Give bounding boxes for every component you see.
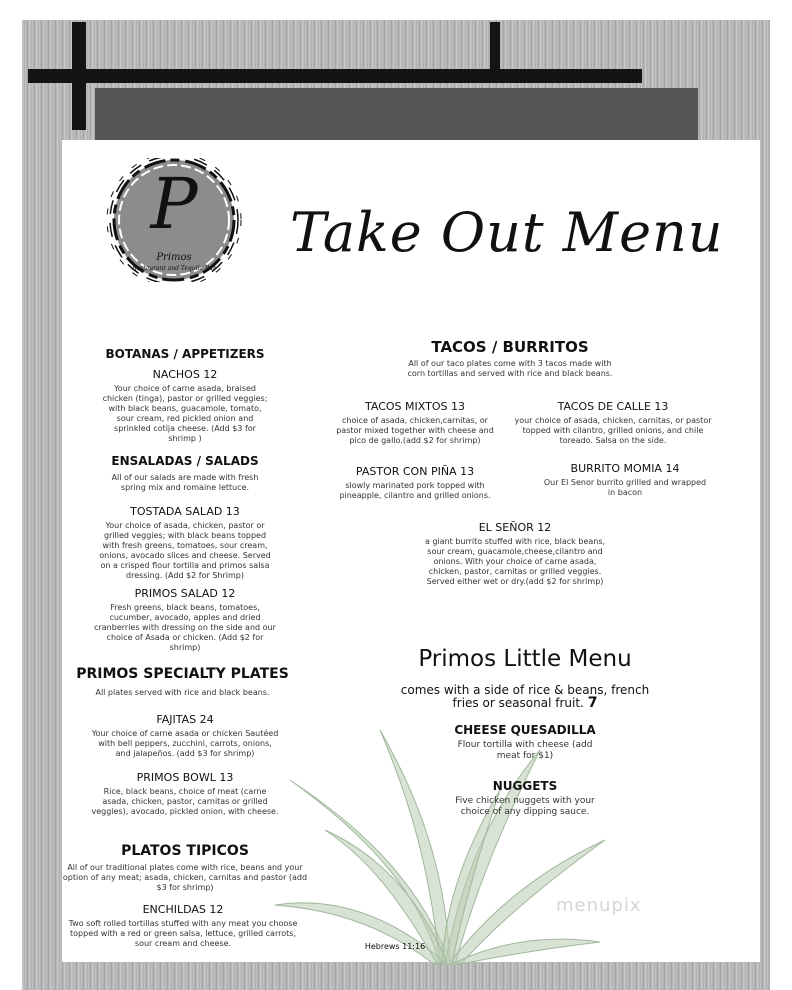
header-dark-block	[95, 88, 698, 140]
tostada-salad-name: TOSTADA SALAD 13	[130, 505, 240, 518]
nachos-name: NACHOS 12	[152, 368, 218, 381]
little-menu-section	[370, 644, 680, 710]
header-horizontal-bar	[28, 69, 642, 83]
appetizers-heading: BOTANAS / APPETIZERS	[105, 347, 265, 361]
page-title: Take Out Menu	[290, 201, 724, 264]
primos-salad-desc: Fresh greens, black beans, tomatoes, cucumber, avocado, apples and dried cranberries with dressing on the side and our choice of Asada or chicken. (Add $2 for shrimp)	[94, 603, 276, 652]
pastor-con-pina-item	[325, 464, 505, 501]
logo-letter: P	[150, 163, 198, 245]
appetizers-section	[90, 345, 280, 444]
header-vertical-bar-left	[72, 22, 86, 130]
tacos-section	[405, 338, 615, 379]
burrito-momia-desc: Our El Senor burrito grilled and wrapped in bacon	[543, 478, 707, 497]
primos-bowl-name: PRIMOS BOWL 13	[136, 771, 234, 784]
nachos-desc: Your choice of carne asada, braised chicken (tinga), pastor or grilled veggies; with black beans, guacamole, tomato, sour cream, red pickled onion and sprinkled cotija cheese. (Add $3 for shrimp )	[102, 384, 268, 443]
nuggets-desc: Five chicken nuggets with your choice of any dipping sauce.	[455, 796, 595, 817]
burrito-momia-item	[530, 461, 720, 498]
logo-name: Primos	[156, 252, 192, 263]
primos-salad-item	[90, 586, 280, 653]
fajitas-name: FAJITAS 24	[156, 713, 214, 726]
pastor-con-pina-desc: slowly marinated pork topped with pineapple, cilantro and grilled onions.	[339, 481, 491, 500]
logo-tagline: Restaurant and Tequila Bar	[132, 265, 216, 272]
el-senor-name: EL SEÑOR 12	[478, 521, 552, 534]
el-senor-desc: a giant burrito stuffed with rice, black beans, sour cream, guacamole,cheese,cilantro and onions. With your choice of carne asada, chicken, pastor, carnitas or grilled veggies. Served either wet or dry.(add $2 for shrimp)	[424, 537, 606, 586]
fajitas-desc: Your choice of carne asada or chicken Sautéed with bell peppers, zucchini, carrots, onions, and jalapeños. (add $3 for shrimp)	[91, 729, 279, 758]
pastor-con-pina-name: PASTOR CON PIÑA 13	[355, 465, 475, 478]
cheese-quesadilla-name: CHEESE QUESADILLA	[454, 723, 596, 737]
primos-logo	[100, 158, 248, 282]
burrito-momia-name: BURRITO MOMIA 14	[570, 462, 680, 475]
tacos-mixtos-item	[325, 399, 505, 446]
enchiladas-name: ENCHILDAS 12	[142, 903, 224, 916]
primos-salad-name: PRIMOS SALAD 12	[134, 587, 236, 600]
tacos-de-calle-item	[508, 399, 718, 446]
tostada-salad-item	[90, 504, 280, 581]
nuggets-item	[425, 778, 625, 818]
cheese-quesadilla-desc: Flour tortilla with cheese (add meat for $1)	[457, 740, 593, 761]
salads-intro: All of our salads are made with fresh spring mix and romaine lettuce.	[111, 473, 259, 492]
little-menu-intro-text: comes with a side of rice & beans, french fries or seasonal fruit.	[400, 683, 650, 710]
el-senor-item	[420, 520, 610, 587]
specialty-intro: All plates served with rice and black beans.	[95, 688, 270, 697]
little-menu-heading: Primos Little Menu	[418, 646, 632, 672]
fajitas-item	[90, 712, 280, 759]
nuggets-name: NUGGETS	[492, 779, 558, 793]
tacos-mixtos-desc: choice of asada, chicken,carnitas, or pastor mixed together with cheese and pico de gallo.(add $2 for shrimp)	[336, 416, 494, 445]
specialty-section	[70, 665, 295, 698]
tacos-de-calle-desc: your choice of asada, chicken, carnitas, or pastor topped with cilantro, grilled onions, and chile toreado. Salsa on the side.	[514, 416, 712, 445]
menupix-watermark: menupix	[556, 895, 642, 916]
little-menu-price: 7	[587, 695, 598, 711]
primos-bowl-desc: Rice, black beans, choice of meat (carne asada, chicken, pastor, carnitas or grilled veggies), avocado, pickled onion, with cheese.	[91, 787, 279, 816]
salads-heading: ENSALADAS / SALADS	[111, 454, 259, 468]
tacos-heading: TACOS / BURRITOS	[431, 338, 589, 356]
footer-verse: Hebrews 11:16	[364, 942, 426, 951]
tipicos-section	[60, 842, 310, 893]
header-vertical-bar-right	[490, 22, 500, 76]
tacos-de-calle-name: TACOS DE CALLE 13	[557, 400, 669, 413]
tostada-salad-desc: Your choice of asada, chicken, pastor or grilled veggies; with black beans topped with fresh greens, tomatoes, sour cream, onions, avocado slices and cheese. Served on a crisped flour tortilla and primos salsa dressing. (Add $2 for Shrimp)	[99, 521, 271, 580]
specialty-heading: PRIMOS SPECIALTY PLATES	[76, 666, 289, 682]
primos-bowl-item	[90, 770, 280, 817]
enchiladas-desc: Two soft rolled tortillas stuffed with any meat you choose topped with a red or green salsa, lettuce, grilled carrots, sour cream and cheese.	[68, 919, 298, 948]
tacos-mixtos-name: TACOS MIXTOS 13	[365, 400, 465, 413]
salads-section	[90, 452, 280, 493]
cheese-quesadilla-item	[425, 722, 625, 762]
tipicos-heading: PLATOS TIPICOS	[121, 843, 249, 859]
little-menu-intro	[370, 684, 680, 710]
enchiladas-item	[68, 902, 298, 949]
tipicos-intro: All of our traditional plates come with rice, beans and your option of any meat; asada, chicken, carnitas and pastor (add $3 for shrimp)	[62, 863, 308, 892]
tacos-intro: All of our taco plates come with 3 tacos made with corn tortillas and served with rice and black beans.	[407, 359, 613, 378]
